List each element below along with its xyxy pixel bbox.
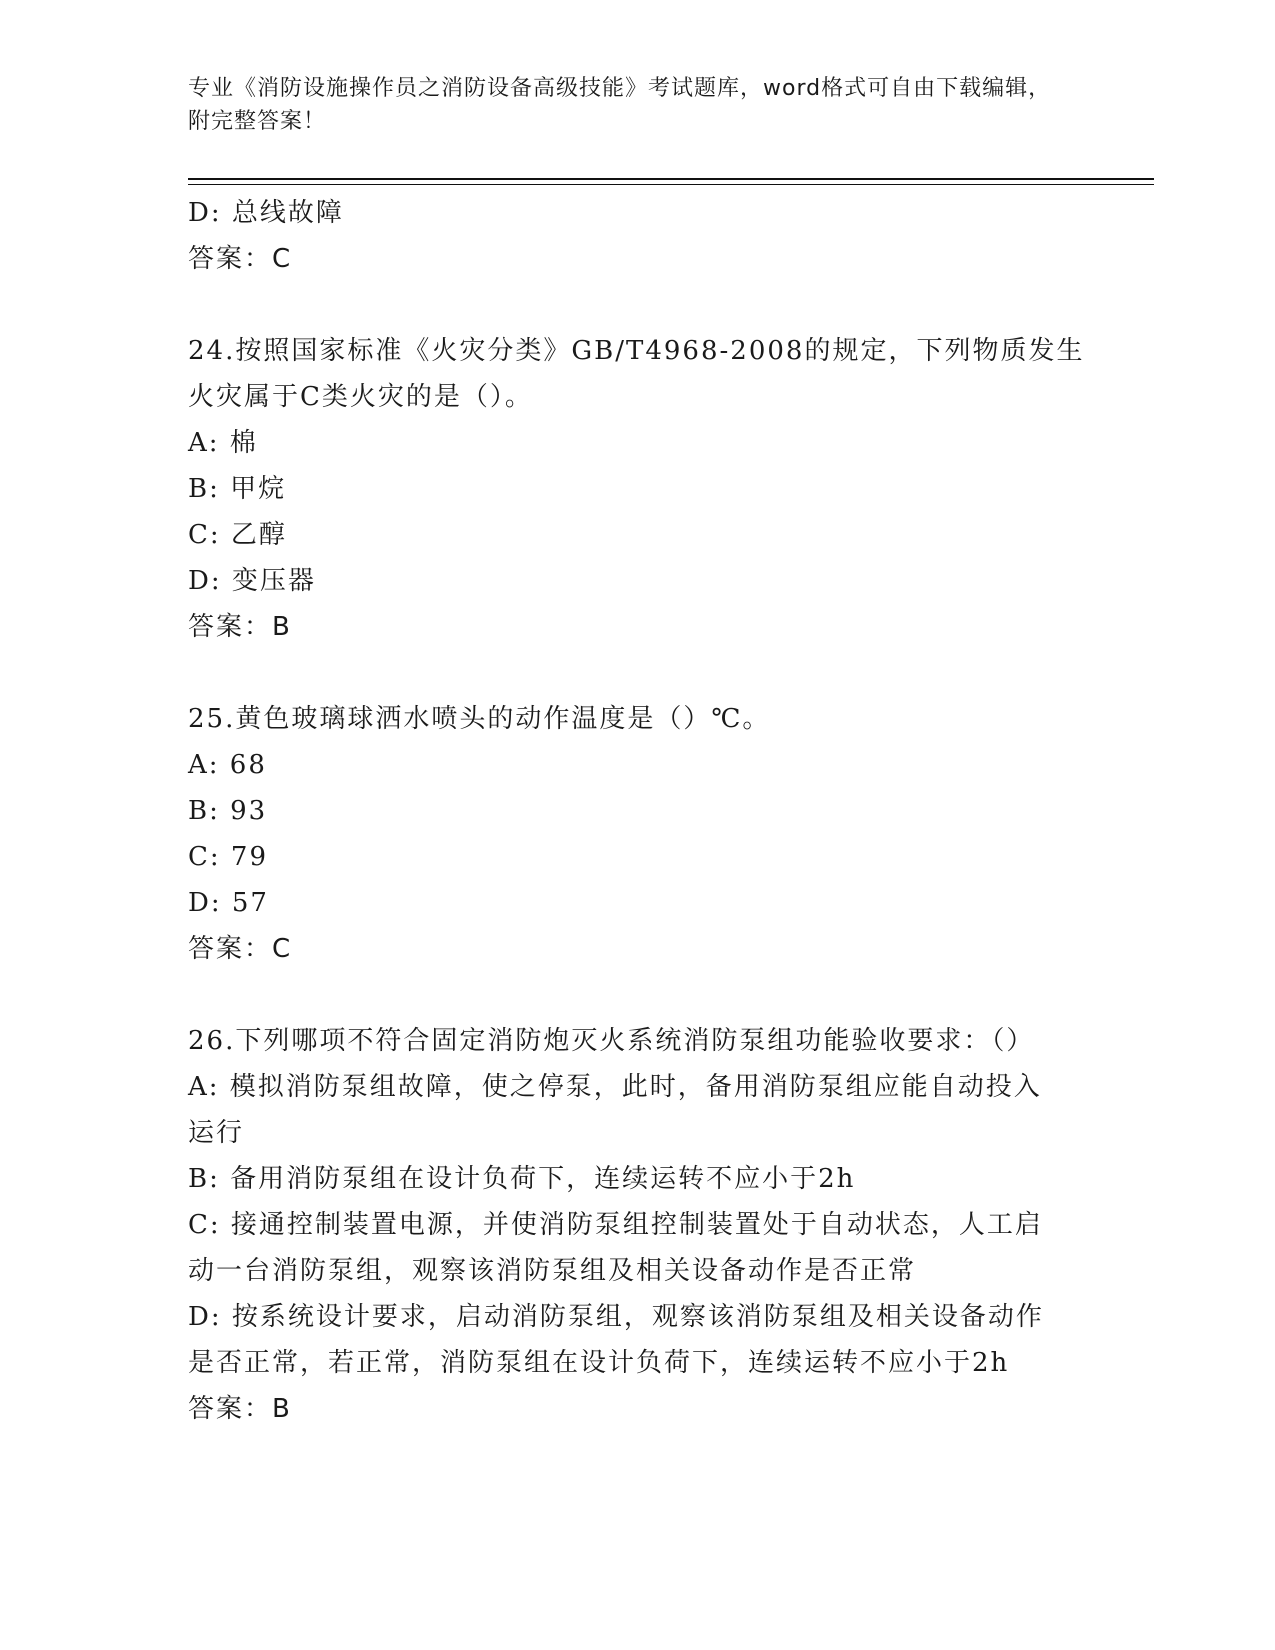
answer: 答案：C bbox=[188, 934, 293, 964]
question-stem: 26.下列哪项不符合固定消防炮灭火系统消防泵组功能验收要求：（） bbox=[188, 1026, 1035, 1056]
question-stem: 24.按照国家标准《火灾分类》GB/T4968-2008的规定，下列物质发生 bbox=[188, 336, 1085, 366]
option-c-continued: 动一台消防泵组，观察该消防泵组及相关设备动作是否正常 bbox=[188, 1256, 917, 1286]
answer: 答案：B bbox=[188, 612, 292, 642]
option-c: C: 乙醇 bbox=[188, 520, 287, 550]
option-a-continued: 运行 bbox=[188, 1118, 245, 1148]
option-c: C: 接通控制装置电源，并使消防泵组控制装置处于自动状态，人工启 bbox=[188, 1210, 1043, 1240]
option-d: D: 按系统设计要求，启动消防泵组，观察该消防泵组及相关设备动作 bbox=[188, 1302, 1044, 1332]
document-body bbox=[188, 190, 1088, 1432]
option-a: A: 模拟消防泵组故障，使之停泵，此时，备用消防泵组应能自动投入 bbox=[188, 1072, 1042, 1102]
question-stem: 25.黄色玻璃球洒水喷头的动作温度是（）℃。 bbox=[188, 704, 771, 734]
option-b: B: 备用消防泵组在设计负荷下，连续运转不应小于2h bbox=[188, 1164, 856, 1194]
previous-question-tail bbox=[188, 190, 1088, 282]
header-rule-thin bbox=[188, 184, 1154, 185]
option-d: D: 57 bbox=[188, 888, 269, 918]
option-a: A: 68 bbox=[188, 750, 267, 780]
option-d: D: 总线故障 bbox=[188, 198, 344, 228]
question-26 bbox=[188, 1018, 1088, 1432]
question-stem-continued: 火灾属于C类火灾的是（）。 bbox=[188, 382, 533, 412]
question-25 bbox=[188, 696, 1088, 972]
option-a: A: 棉 bbox=[188, 428, 258, 458]
question-24 bbox=[188, 328, 1088, 650]
header-rule-thick bbox=[188, 178, 1154, 180]
answer: 答案：B bbox=[188, 1394, 292, 1424]
option-b: B: 93 bbox=[188, 796, 268, 826]
option-b: B: 甲烷 bbox=[188, 474, 287, 504]
option-c: C: 79 bbox=[188, 842, 269, 872]
document-header: 专业《消防设施操作员之消防设备高级技能》考试题库，word格式可自由下载编辑，附完整答案！ bbox=[188, 76, 1052, 134]
answer: 答案：C bbox=[188, 244, 293, 274]
option-d: D: 变压器 bbox=[188, 566, 316, 596]
option-d-continued: 是否正常，若正常，消防泵组在设计负荷下，连续运转不应小于2h bbox=[188, 1348, 1010, 1378]
